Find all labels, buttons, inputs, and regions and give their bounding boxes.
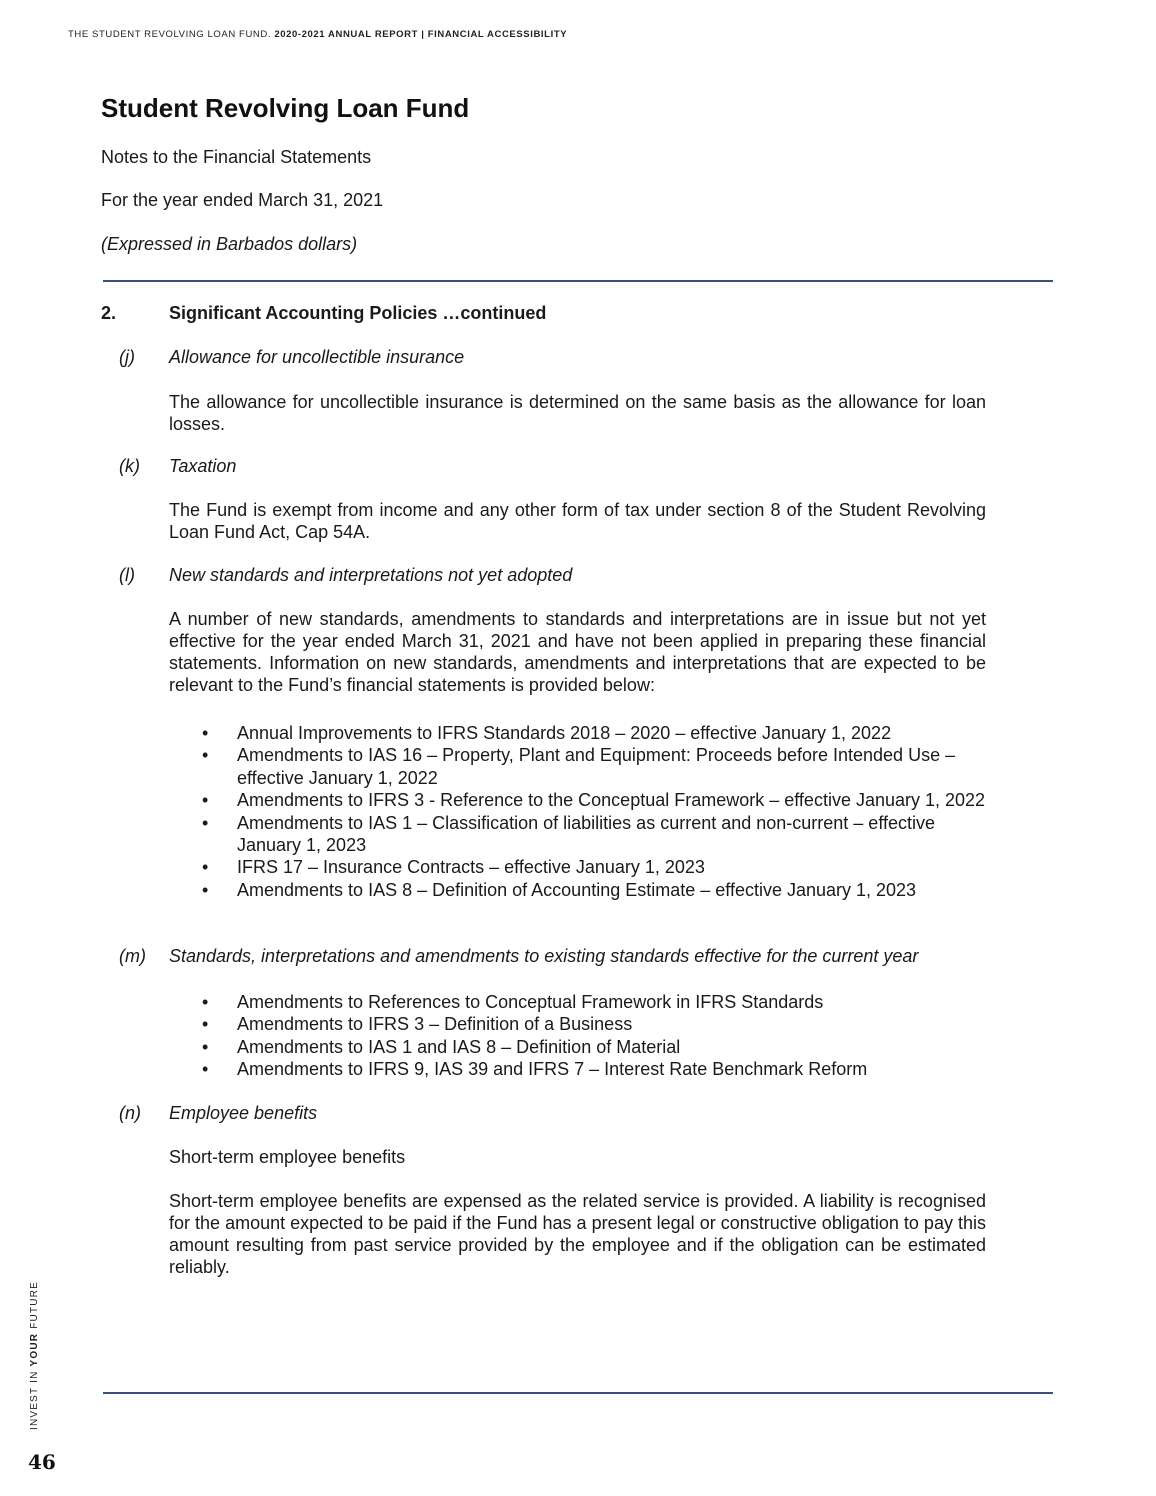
note-j-letter: (j) [119,347,135,367]
bullet-icon: • [202,1036,209,1057]
note-l-title: New standards and interpretations not yet adopted [169,565,573,585]
bullet-icon: • [202,790,209,811]
bullet-icon: • [202,992,209,1012]
list-item: • Annual Improvements to IFRS Standards 2018 – 2020 – effective January 1, 2022 [202,723,892,743]
bullet-icon: • [202,723,209,743]
list-item: • Amendments to IFRS 9, IAS 39 and IFRS 7 – Interest Rate Benchmark Reform [202,1059,868,1080]
note-k-body: The Fund is exempt from income and any other form of tax under section 8 of the Student Revolving Loan Fund Act, Cap 54A. [169,500,986,542]
note-n-title: Employee benefits [169,1103,318,1123]
list-item: • Amendments to IAS 8 – Definition of Accounting Estimate – effective January 1, 2023 [202,879,917,900]
list-item: • Amendments to IFRS 3 - Reference to the Conceptual Framework – effective January 1, 2022 [202,790,986,811]
section-title: Significant Accounting Policies …continued [169,303,547,323]
bullet-icon: • [202,857,209,878]
note-n-body: Short-term employee benefits are expensed as the related service is provided. A liability is recognised for the amount expected to be paid if the Fund has a present legal or constructive obligation to pay this amount resulting from past service provided by the employee and if the obligation can be estimated reliably. [169,1191,986,1277]
note-l-bullet-list [169,722,986,901]
note-k-letter: (k) [119,456,140,476]
bullet-icon: • [202,812,209,833]
running-header [68,29,567,40]
bottom-divider [103,1392,1053,1394]
list-item: • Amendments to IAS 16 – Property, Plant and Equipment: Proceeds before Intended Use – effective January 1, 2022 [202,745,956,788]
bullet-icon: • [202,879,209,900]
note-m-letter: (m) [119,946,146,966]
note-n-subheading: Short-term employee benefits [169,1147,406,1167]
note-k-title: Taxation [169,456,237,476]
note-n-letter: (n) [119,1103,141,1123]
top-divider [103,280,1053,282]
note-j-title: Allowance for uncollectible insurance [169,347,465,367]
currency-note: (Expressed in Barbados dollars) [101,234,358,254]
list-item: • IFRS 17 – Insurance Contracts – effective January 1, 2023 [202,857,705,878]
reporting-period: For the year ended March 31, 2021 [101,190,384,210]
list-item: • Amendments to IAS 1 and IAS 8 – Definition of Material [202,1036,681,1057]
list-item: • Amendments to IAS 1 – Classification of liabilities as current and non-current – effective January 1, 2023 [202,812,936,856]
bullet-icon: • [202,1059,209,1080]
page-title: Student Revolving Loan Fund [101,93,470,123]
report-name: THE STUDENT REVOLVING LOAN FUND. [68,29,272,40]
list-item: • Amendments to References to Conceptual Framework in IFRS Standards [202,992,824,1012]
sidebar-tagline: INVEST IN YOUR FUTURE [29,1281,40,1430]
note-m-bullet-list [169,991,986,1081]
page-number: 46 [28,1450,56,1474]
note-j-body: The allowance for uncollectible insurance is determined on the same basis as the allowance for loan losses. [169,392,986,434]
bullet-icon: • [202,1014,209,1035]
note-l-letter: (l) [119,565,135,585]
section-number: 2. [101,303,117,323]
bullet-icon: • [202,745,209,766]
statement-subtitle: Notes to the Financial Statements [101,147,372,167]
list-item: • Amendments to IFRS 3 – Definition of a Business [202,1014,633,1035]
note-m-title: Standards, interpretations and amendments to existing standards effective for the current year [169,946,919,966]
note-l-body: A number of new standards, amendments to standards and interpretations are in issue but not yet effective for the year ended March 31, 2021 and have not been applied in preparing these financial statements. Information on new standards, amendments and interpretations that are expected to be relevant to the Fund’s financial statements is provided below: [169,609,986,695]
report-subtitle: 2020-2021 ANNUAL REPORT | FINANCIAL ACCESSIBILITY [274,29,568,40]
